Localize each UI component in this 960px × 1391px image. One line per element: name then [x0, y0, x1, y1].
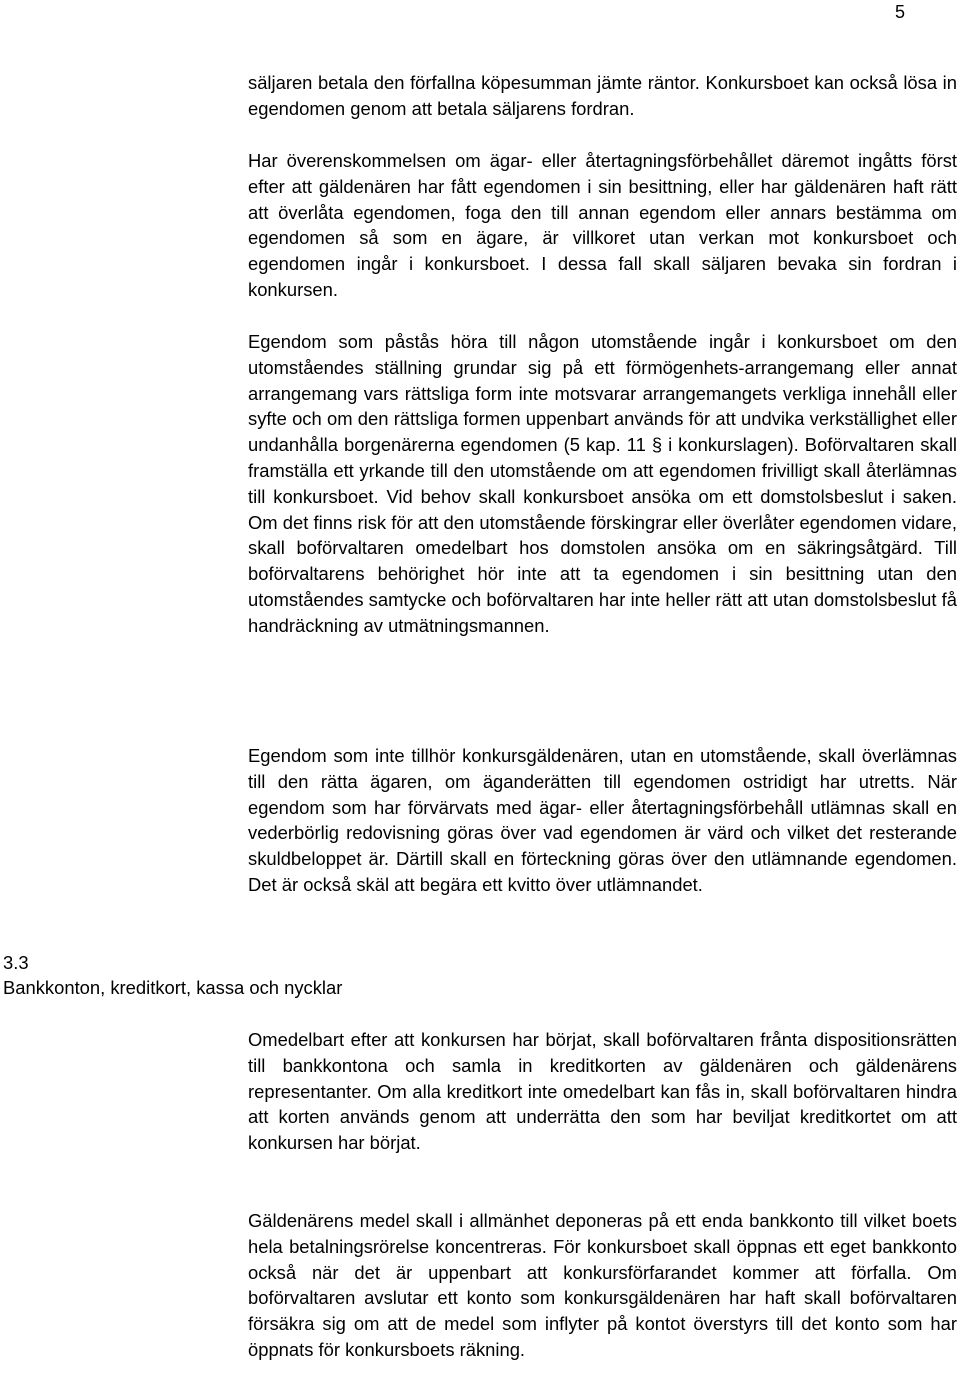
paragraph-6: Gäldenärens medel skall i allmänhet deponeras på ett enda bankkonto till vilket boets hela betalningsrörelse koncentreras. För konkursboet skall öppnas ett eget bankkonto också när det är uppenbart att konkursförfarandet kommer att förfalla. Om boförvaltaren avslutar ett konto som konkursgäldenären har haft skall boförvaltaren försäkra sig om att de medel som inflyter på kontot överstyrs till det konto som har öppnats för konkursboets räkning.: [248, 1210, 957, 1360]
paragraph-1: säljaren betala den förfallna köpesumman jämte räntor. Konkursboet kan också lösa in egendomen genom att betala säljarens fordran.: [248, 72, 957, 119]
paragraph-3: Egendom som påstås höra till någon utomstående ingår i konkursboet om den utomståendes ställning grundar sig på ett förmögenhets-arrangemang eller annat arrangemang vars rättsliga form inte motsvarar arrangemangets verkliga innehåll eller syfte och om den rättsliga formen uppenbart används för att undvika verkställighet eller undanhålla borgenärerna egendomen (5 kap. 11 § i konkurslagen). Boförvaltaren skall framställa ett yrkande till den utomstående om att egendomen frivilligt skall återlämnas till konkursboet. Vid behov skall konkursboet ansöka om ett domstolsbeslut i saken. Om det finns risk för att den utomstående förskingrar eller överlåter egendomen vidare, skall boförvaltaren omedelbart hos domstolen ansöka om en säkringsåtgärd. Till boförvaltarens behörighet hör inte att ta egendomen i sin besittning utan den utomståendes samtycke och boförvaltaren har inte heller rätt att utan domstolsbeslut få handräckning av utmätningsmannen.: [248, 331, 957, 636]
paragraph-4: Egendom som inte tillhör konkursgäldenären, utan en utomstående, skall överlämnas till den rätta ägaren, om äganderätten till egendomen ostridigt har utretts. När egendom som har förvärvats med ägar- eller återtagningsförbehåll utlämnas skall en vederbörlig redovisning göras över vad egendomen är värd och vilket det resterande skuldbeloppet är. Därtill skall en förteckning göras över den utlämnande egendomen. Det är också skäl att begära ett kvitto över utlämnandet.: [248, 745, 957, 895]
page-number: 5: [894, 2, 905, 22]
paragraph-2: Har överenskommelsen om ägar- eller återtagningsförbehållet däremot ingåtts först efter att gäldenären har fått egendomen i sin besittning, eller har gäldenären haft rätt att överlåta egendomen, foga den till annan egendom eller annars bestämma om egendomen så som en ägare, är villkoret utan verkan mot konkursboet och egendomen ingår i konkursboet. I dessa fall skall säljaren bevaka sin fordran i konkursen.: [248, 150, 957, 300]
section-number: 3.3: [3, 952, 29, 973]
paragraph-5: Omedelbart efter att konkursen har börjat, skall boförvaltaren fråntа dispositionsrätten till bankkontona och samla in kreditkorten av gäldenären och gäldenärens representanter. Om alla kreditkort inte omedelbart kan fås in, skall boförvaltaren hindra att korten används genom att underrätta den som har beviljat kreditkortet om att konkursen har börjat.: [248, 1029, 957, 1154]
section-heading: Bankkonton, kreditkort, kassa och nycklar: [3, 977, 343, 998]
